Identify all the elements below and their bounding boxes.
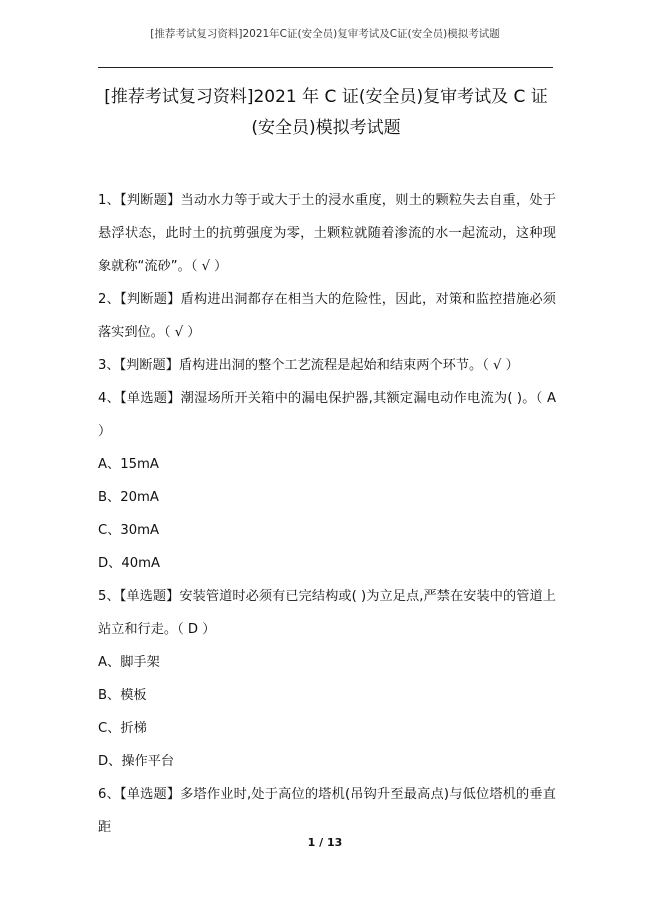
question-2: 2、【判断题】盾构进出洞都存在相当大的危险性，因此，对策和监控措施必须落实到位。（ √ ） (98, 292, 556, 340)
question-4-option-b: B、20mA (98, 490, 159, 505)
running-header: [推荐考试复习资料]2021年C证(安全员)复审考试及C证(安全员)模拟考试题 (150, 28, 500, 40)
question-6: 6、【单选题】多塔作业时,处于高位的塔机(吊钩升至最高点)与低位塔机的垂直距 (98, 787, 556, 835)
question-4: 4、【单选题】潮湿场所开关箱中的漏电保护器,其额定漏电动作电流为( )。（ A ） (98, 391, 556, 439)
question-1: 1、【判断题】当动水力等于或大于土的浸水重度，则土的颗粒失去自重，处于悬浮状态，此时土的抗剪强度为零，土颗粒就随着渗流的水一起流动，这种现象就称“流砂”。（ √ ） (98, 193, 556, 274)
question-list (98, 184, 556, 844)
question-5-option-b: B、模板 (98, 688, 147, 703)
question-5-option-a: A、脚手架 (98, 655, 160, 670)
question-3: 3、【判断题】盾构进出洞的整个工艺流程是起始和结束两个环节。（ √ ） (98, 358, 519, 373)
header-divider (98, 67, 553, 68)
question-4-option-d: D、40mA (98, 556, 160, 571)
question-5-option-c: C、折梯 (98, 721, 147, 736)
question-4-option-a: A、15mA (98, 457, 159, 472)
question-5-option-d: D、操作平台 (98, 754, 175, 769)
document-title: [推荐考试复习资料]2021 年 C 证(安全员)复审考试及 C 证(安全员)模拟考试题 (104, 87, 548, 138)
question-4-option-c: C、30mA (98, 523, 160, 538)
question-5: 5、【单选题】安装管道时必须有已完结构或( )为立足点,严禁在安装中的管道上站立和行走。（ D ） (98, 589, 556, 637)
page-number: 1 / 13 (307, 836, 343, 849)
